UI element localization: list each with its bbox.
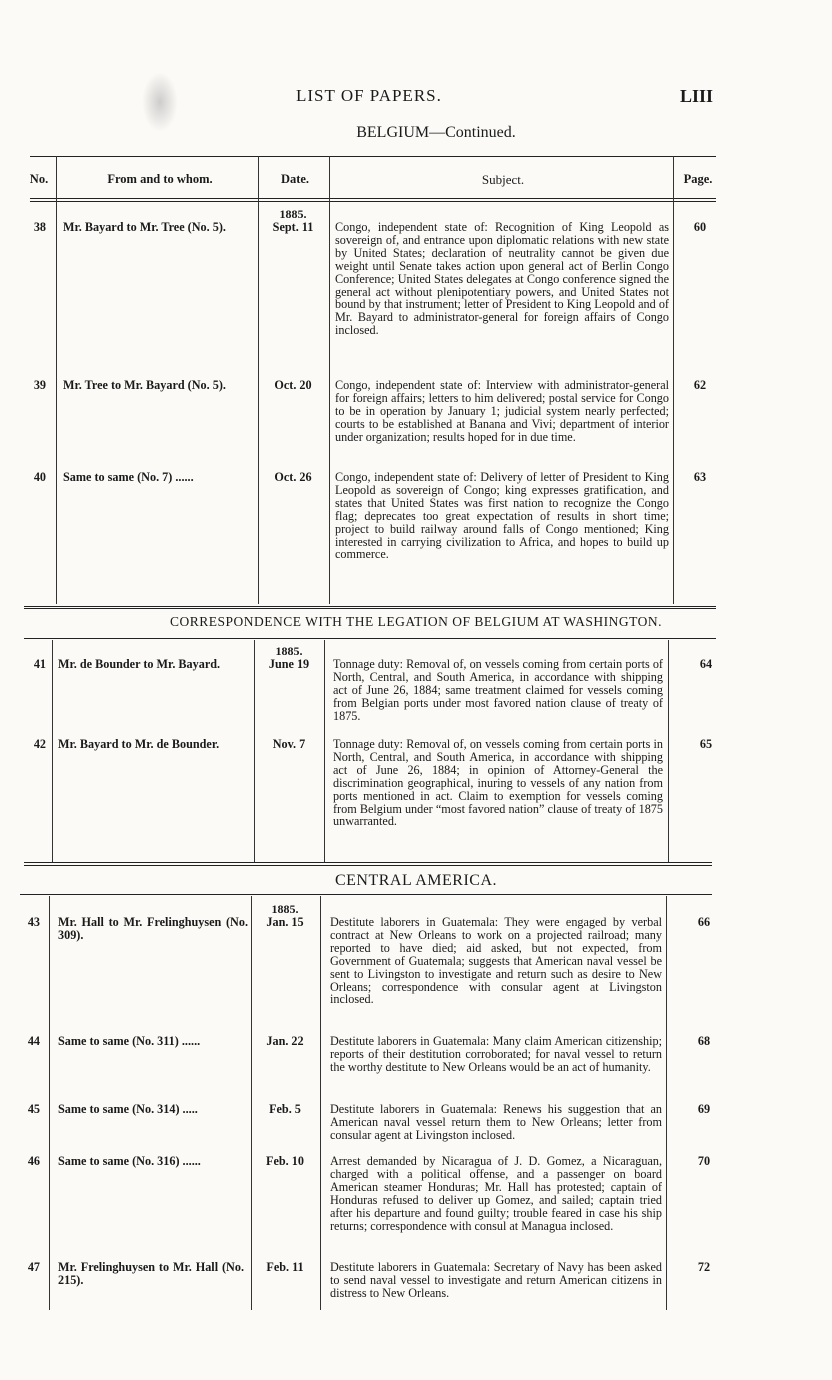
table-top-rule: [30, 156, 716, 157]
row-from: Mr. de Bounder to Mr. Bayard.: [58, 657, 221, 671]
section-heading-legation: CORRESPONDENCE WITH THE LEGATION OF BELGIUM AT WASHINGTON.: [169, 614, 662, 629]
header-bottom-rule: [30, 198, 716, 199]
section1-year: 1885.: [279, 207, 307, 221]
section-rule: [24, 862, 712, 863]
section-rule: [24, 606, 716, 607]
row-number: 47: [27, 1260, 40, 1274]
row-page: 66: [697, 915, 711, 929]
col-head-page: Page.: [683, 172, 713, 186]
row-from: Same to same (No. 314) .....: [58, 1102, 198, 1116]
section2-col-rule: [52, 640, 53, 862]
row-from: Mr. Tree to Mr. Bayard (No. 5).: [63, 378, 226, 392]
row-number: 43: [27, 915, 40, 929]
row-page: 62: [693, 378, 707, 392]
section1-col-rule: [258, 156, 259, 604]
row-number: 44: [27, 1034, 40, 1048]
row-date: Feb. 11: [266, 1260, 304, 1274]
section2-col-rule: [324, 640, 325, 862]
section3-col-rule: [49, 896, 50, 1310]
row-subject: Tonnage duty: Removal of, on vessels coming from certain ports in North, Central, and South America, in accordance with shipping act of June 26, 1884; in opinion of Attorney-General the discrimination geographical, inuring to vessels of any nation from ports mentioned in act. Claim to exemption for vessels coming from Belgium under “most favored nation” clause of treaty of 1875 unwarranted.: [333, 737, 663, 829]
row-from: Mr. Frelinghuysen to Mr. Hall (No. 215).: [58, 1260, 244, 1287]
row-date: Jan. 15: [266, 915, 304, 929]
row-number: 45: [27, 1102, 40, 1116]
row-number: 38: [33, 220, 46, 234]
section2-col-rule: [254, 640, 255, 862]
row-date: Nov. 7: [272, 737, 306, 751]
section-rule: [24, 608, 716, 609]
section1-col-rule: [56, 156, 57, 604]
section-rule: [20, 894, 712, 895]
row-page: 65: [699, 737, 713, 751]
row-subject: Destitute laborers in Guatemala: Many claim American citizenship; reports of their destitution corroborated; for naval vessel to return the worthy destitute to New Orleans would be an act of humanity.: [330, 1034, 662, 1074]
row-subject: Tonnage duty: Removal of, on vessels coming from certain ports of North, Central, and South America, in accordance with shipping act of June 26, 1884; same treatment claimed for vessels coming from Belgian ports under most favored nation clause of treaty of 1875.: [333, 657, 663, 723]
col-head-subject: Subject.: [481, 172, 525, 187]
row-date: Feb. 5: [269, 1102, 301, 1116]
section-rule: [24, 638, 716, 639]
row-from: Same to same (No. 7) ......: [63, 470, 194, 484]
page-title: LIST OF PAPERS.: [296, 86, 442, 105]
row-number: 41: [33, 657, 46, 671]
row-from: Same to same (No. 311) ......: [58, 1034, 201, 1048]
row-date: Oct. 26: [274, 470, 312, 484]
col-head-no: No.: [29, 172, 49, 186]
row-from: Mr. Bayard to Mr. de Bounder.: [58, 737, 220, 751]
row-page: 64: [699, 657, 713, 671]
section2-year: 1885.: [275, 644, 303, 658]
row-date: Sept. 11: [272, 220, 314, 234]
row-page: 69: [697, 1102, 711, 1116]
row-page: 70: [697, 1154, 711, 1168]
row-subject: Destitute laborers in Guatemala: They were engaged by verbal contract at New Orleans to work on a projected railroad; many reported to have died; aid asked, but not expected, from Government of Guatemala; suggests that American naval vessel be sent to Livingston to investigate and return such as desire to New Orleans; correspondence with consular agent at Livingston inclosed.: [330, 915, 662, 1007]
row-date: Oct. 20: [274, 378, 312, 392]
row-from: Mr. Bayard to Mr. Tree (No. 5).: [63, 220, 226, 234]
row-page: 72: [697, 1260, 711, 1274]
header-bottom-rule-2: [30, 201, 716, 202]
page-number: LIII: [680, 86, 714, 106]
row-subject: Congo, independent state of: Interview with administrator-general for foreign affairs; letters to him delivered; postal service for Congo to be in operation by January 1; judicial system nearly perfected; courts to be established at Banana and Vivi; department of interior under organization; results hoped for in due time.: [335, 378, 669, 444]
continued-heading: BELGIUM—Continued.: [356, 124, 516, 141]
row-subject: Destitute laborers in Guatemala: Renews his suggestion that an American naval vessel return them to New Orleans; letter from consular agent at Livingston inclosed.: [330, 1102, 662, 1142]
section3-col-rule: [666, 896, 667, 1310]
row-subject: Congo, independent state of: Recognition of King Leopold as sovereign of, and entrance upon diplomatic relations with new state by United States; declaration of neutrality cannot be given due weight until Senate takes action upon general act of Berlin Congo Conference; United States delegates at Congo conference signed the general act without plenipotentiary powers, and United States not bound by that instrument; letter of President to King Leopold and of Mr. Bayard to administrator-general for foreign affairs of Congo inclosed.: [335, 220, 669, 338]
row-date: June 19: [268, 657, 310, 671]
row-number: 46: [27, 1154, 40, 1168]
row-date: Jan. 22: [266, 1034, 304, 1048]
row-page: 60: [693, 220, 707, 234]
row-number: 39: [33, 378, 46, 392]
row-from: Mr. Hall to Mr. Frelinghuysen (No. 309).: [58, 915, 248, 942]
page-header: [0, 86, 832, 110]
row-page: 68: [697, 1034, 711, 1048]
section3-col-rule: [320, 896, 321, 1310]
row-date: Feb. 10: [266, 1154, 304, 1168]
row-subject: Arrest demanded by Nicaragua of J. D. Gomez, a Nicaraguan, charged with a political offense, and a passenger on board American steamer Honduras; Mr. Hall has protested; captain of Honduras refused to deliver up Gomez, and sailed; captain tried after his departure and found guilty; trouble feared in case his ship returns; correspondence with consul at Managua inclosed.: [330, 1154, 662, 1233]
section-heading-central-america: CENTRAL AMERICA.: [334, 872, 498, 889]
section3-year: 1885.: [271, 902, 299, 916]
row-page: 63: [693, 470, 707, 484]
col-head-date: Date.: [280, 172, 310, 186]
col-head-from: From and to whom.: [107, 172, 213, 186]
section-rule: [24, 865, 712, 866]
row-from: Same to same (No. 316) ......: [58, 1154, 201, 1168]
section2-col-rule: [668, 640, 669, 862]
row-number: 40: [33, 470, 46, 484]
row-subject: Congo, independent state of: Delivery of letter of President to King Leopold as sovereign of Congo; king expresses gratification, and states that United States was first nation to recognize the Congo flag; deprecates too great expectation of results in short time; project to build railway around falls of Congo mentioned; King interested in carrying civilization to Africa, and hopes to build up commerce.: [335, 470, 669, 562]
section1-col-rule: [329, 156, 330, 604]
section1-col-rule: [673, 156, 674, 604]
row-number: 42: [33, 737, 46, 751]
row-subject: Destitute laborers in Guatemala: Secretary of Navy has been asked to send naval vessel to investigate and return American citizens in distress to New Orleans.: [330, 1260, 662, 1300]
